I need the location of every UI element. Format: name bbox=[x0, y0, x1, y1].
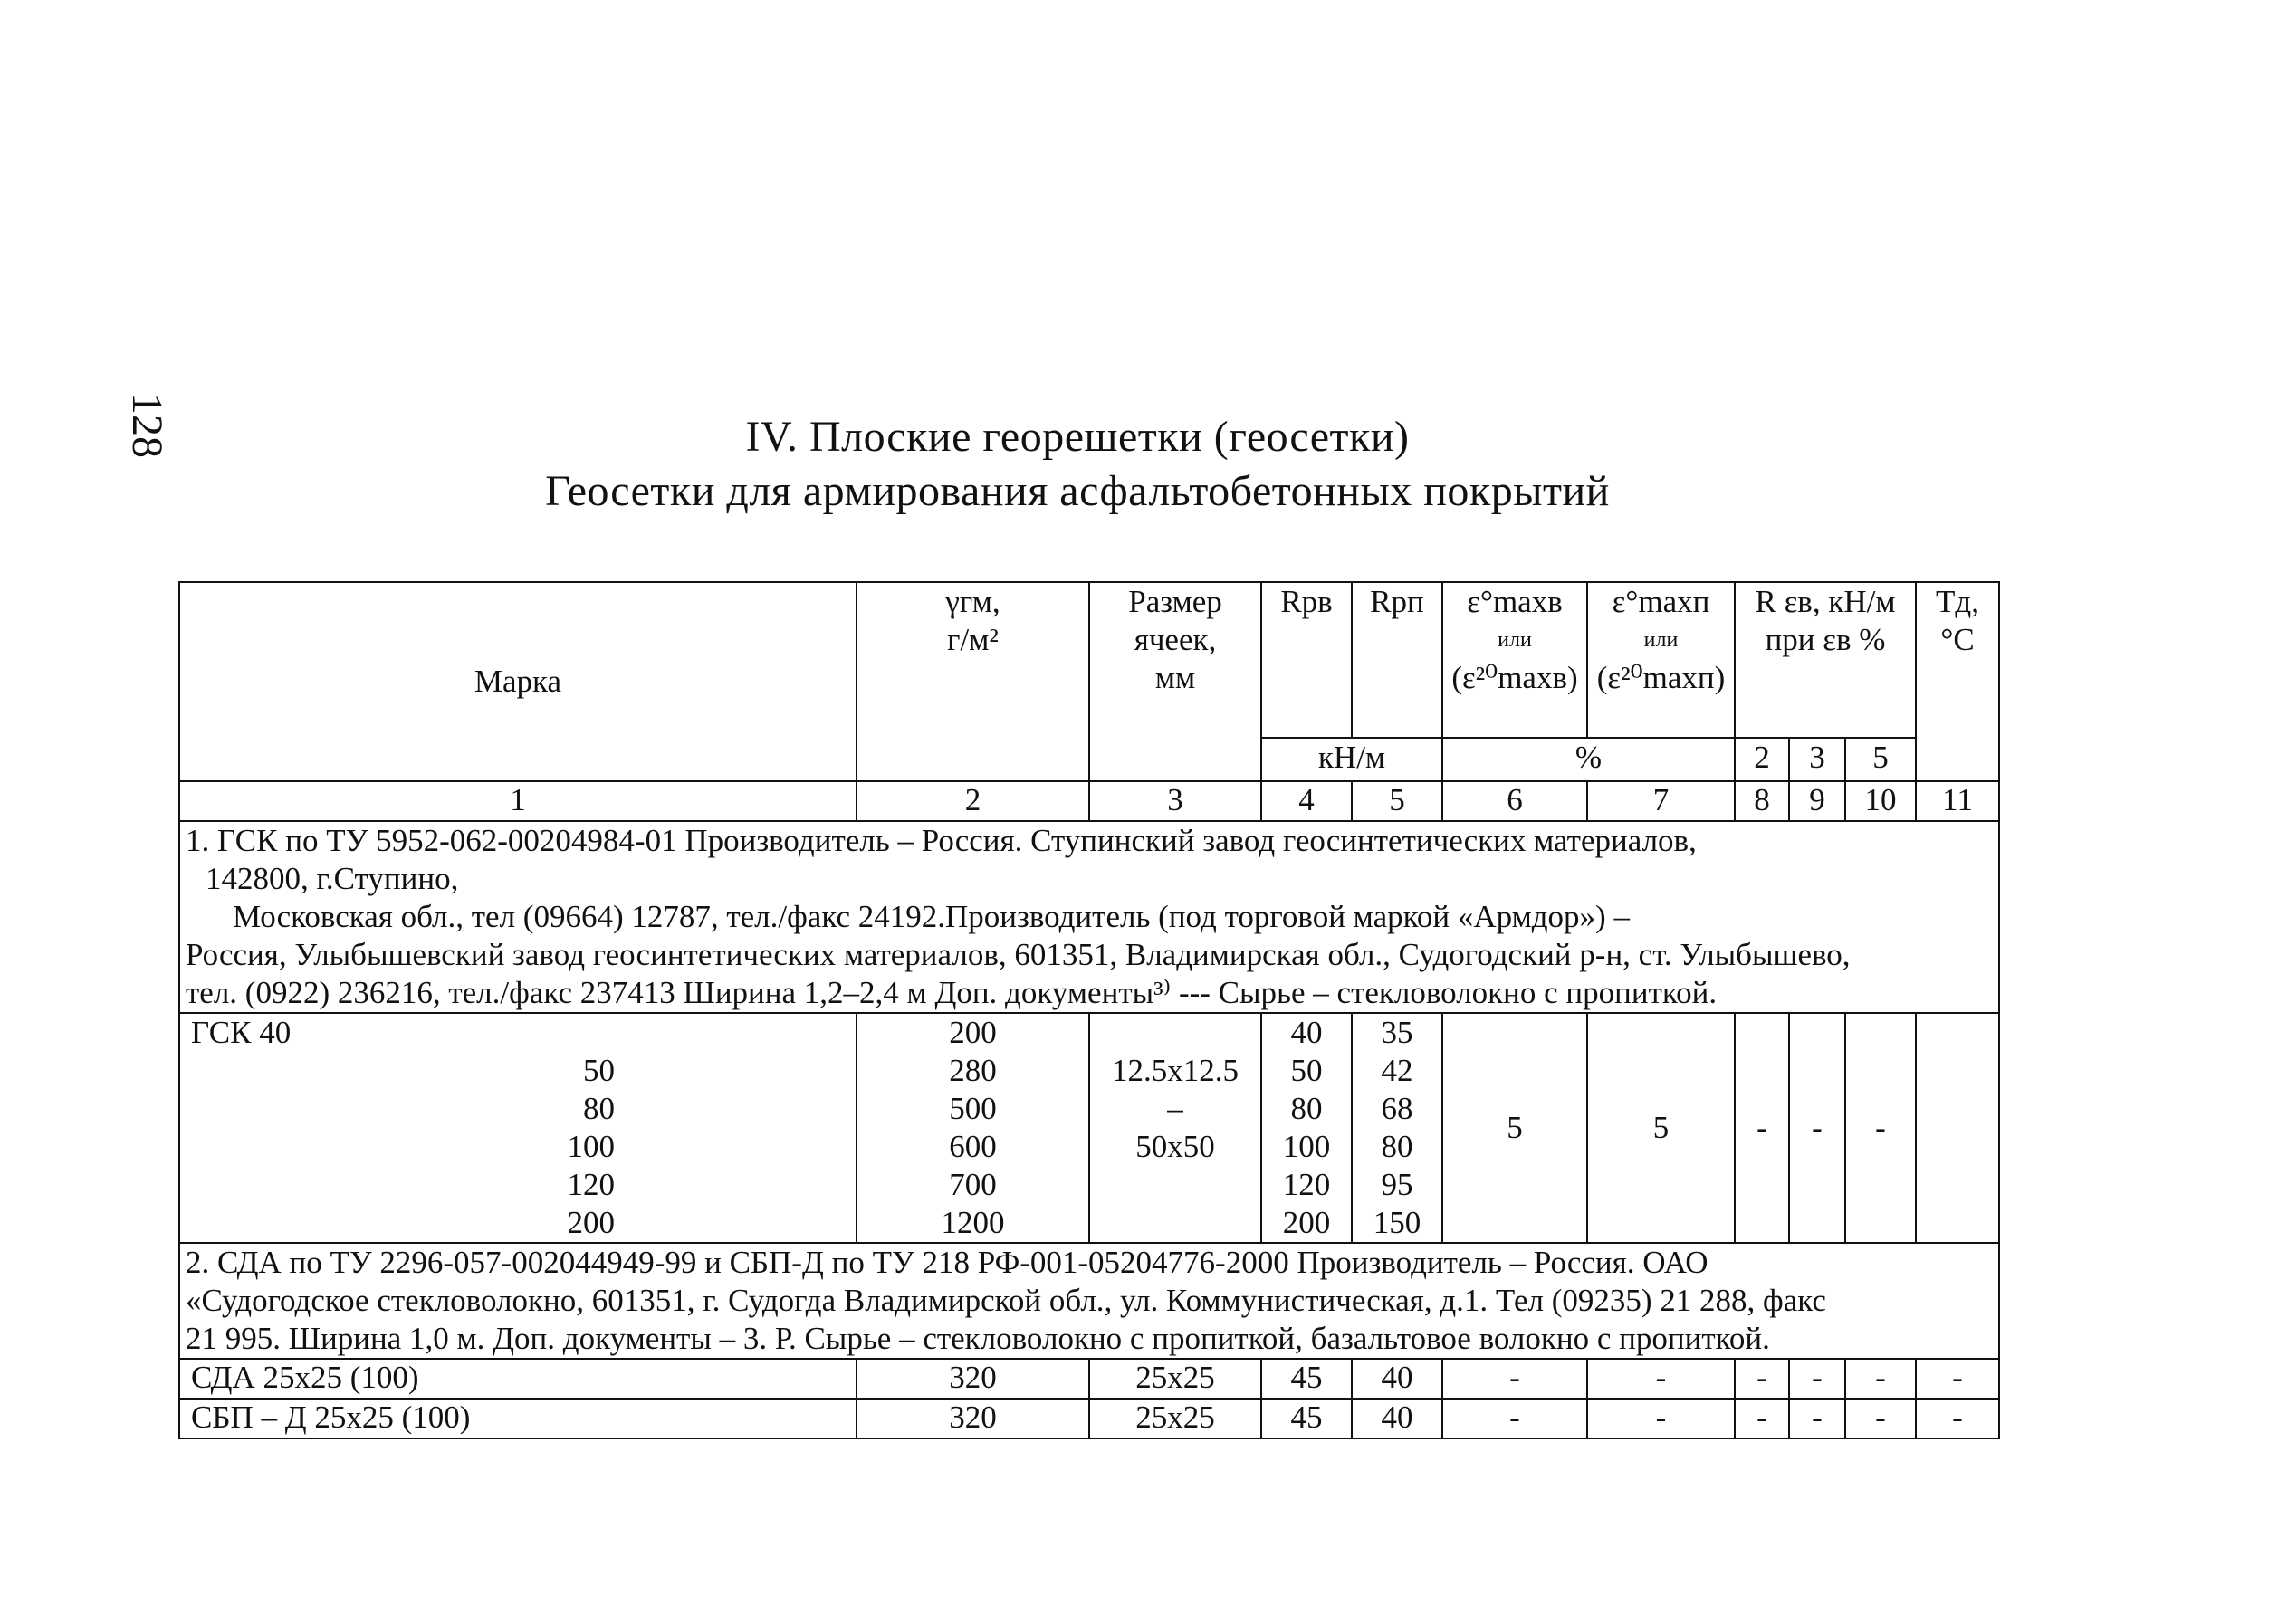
strain-long-value: - bbox=[1442, 1359, 1587, 1399]
header-density-unit: г/м² bbox=[947, 622, 999, 657]
rp-long-value: 100 bbox=[1282, 1129, 1331, 1164]
group-1-r5: - bbox=[1845, 1013, 1916, 1243]
column-number: 4 bbox=[1261, 781, 1352, 821]
td-value: - bbox=[1916, 1399, 1999, 1438]
section-1-line: Россия, Улыбышевский завод геосинтетических материалов, 601351, Владимирская обл., Судогодский р-н, ст. Улыбышево, bbox=[186, 937, 1851, 972]
strain-2: 2 bbox=[1735, 738, 1789, 781]
header-rp-trans-label: Rрп bbox=[1370, 584, 1424, 619]
rp-long-value: 120 bbox=[1282, 1167, 1331, 1202]
section-1-line: Московская обл., тел (09664) 12787, тел./факс 24192.Производитель (под торговой маркой «Армдор») – bbox=[233, 899, 1630, 934]
group-1-density bbox=[857, 1013, 1089, 1243]
rp-long-value: 45 bbox=[1261, 1359, 1352, 1399]
header-rp-long bbox=[1261, 582, 1352, 738]
header-strain-long bbox=[1442, 582, 1587, 738]
column-number: 10 bbox=[1845, 781, 1916, 821]
column-number: 6 bbox=[1442, 781, 1587, 821]
header-strain-trans-line2: или bbox=[1643, 628, 1679, 652]
cell-size-value: 12.5x12.5 bbox=[1112, 1053, 1239, 1088]
rp-long-value: 200 bbox=[1282, 1205, 1331, 1240]
strain-3: 3 bbox=[1789, 738, 1845, 781]
header-strain-long-line1: ε°maxв bbox=[1467, 584, 1563, 619]
header-rp-long-label: Rрв bbox=[1280, 584, 1333, 619]
rp-trans-value: 150 bbox=[1373, 1205, 1421, 1240]
density-value: 280 bbox=[949, 1053, 997, 1088]
rp-long-value: 50 bbox=[1290, 1053, 1323, 1088]
r5-value: - bbox=[1845, 1399, 1916, 1438]
section-1-line: 142800, г.Ступино, bbox=[206, 861, 459, 896]
section-1-row bbox=[179, 821, 1999, 1013]
header-cell-size-line3: мм bbox=[1154, 660, 1196, 695]
section-1-line: тел. (0922) 236216, тел./факс 237413 Ширина 1,2–2,4 м Доп. документы³⁾ --- Сырье – стекловолокно с пропиткой. bbox=[186, 975, 1718, 1010]
header-cell-size bbox=[1089, 582, 1261, 781]
brand-name: 80 bbox=[583, 1091, 615, 1126]
column-number: 7 bbox=[1587, 781, 1735, 821]
r2-value: - bbox=[1735, 1359, 1789, 1399]
r3-value: - bbox=[1789, 1359, 1845, 1399]
section-2-line: 21 995. Ширина 1,0 м. Доп. документы – 3. Р. Сырье – стекловолокно с пропиткой, базальтовое волокно с пропиткой. bbox=[186, 1321, 1770, 1356]
strain-long-value: - bbox=[1442, 1399, 1587, 1438]
column-number-row bbox=[179, 781, 1999, 821]
header-brand bbox=[179, 582, 857, 781]
group-1-rp-trans bbox=[1352, 1013, 1442, 1243]
strain-5: 5 bbox=[1845, 738, 1916, 781]
unit-percent: % bbox=[1442, 738, 1735, 781]
density-value: 320 bbox=[857, 1399, 1089, 1438]
r2-value: - bbox=[1735, 1399, 1789, 1438]
header-strain-trans-line1: ε°maxп bbox=[1612, 584, 1710, 619]
group-1-strain-trans: 5 bbox=[1587, 1013, 1735, 1243]
cell-size-value bbox=[1096, 1166, 1255, 1204]
section-2-line: «Судогодское стекловолокно, 601351, г. Судогда Владимирской обл., ул. Коммунистическая, д.1. Тел (09235) 21 288, факс bbox=[186, 1283, 1826, 1318]
brand-name: 120 bbox=[567, 1167, 615, 1202]
header-r-at-strain-line1: R εв, кН/м bbox=[1755, 584, 1896, 619]
rp-trans-value: 40 bbox=[1352, 1359, 1442, 1399]
r3-value: - bbox=[1789, 1399, 1845, 1438]
brand-name: ГСК 40 bbox=[191, 1015, 292, 1050]
rp-trans-value: 68 bbox=[1381, 1091, 1413, 1126]
rp-trans-value: 40 bbox=[1352, 1399, 1442, 1438]
group-2-row bbox=[179, 1399, 1999, 1438]
group-1-strain-long: 5 bbox=[1442, 1013, 1587, 1243]
header-strain-trans bbox=[1587, 582, 1735, 738]
header-density-symbol: γгм, bbox=[945, 584, 1000, 619]
table-title: Геосетки для армирования асфальтобетонных покрытий bbox=[545, 467, 1610, 515]
brand-name: 50 bbox=[583, 1053, 615, 1088]
unit-kn: кН/м bbox=[1261, 738, 1442, 781]
density-value: 700 bbox=[949, 1167, 997, 1202]
header-rp-trans bbox=[1352, 582, 1442, 738]
header-brand-label: Марка bbox=[474, 664, 562, 699]
group-1-data-row bbox=[179, 1013, 1999, 1243]
section-title: IV. Плоские георешетки (геосетки) bbox=[745, 413, 1410, 461]
column-number: 5 bbox=[1352, 781, 1442, 821]
rp-long-value: 45 bbox=[1261, 1399, 1352, 1438]
column-number: 2 bbox=[857, 781, 1089, 821]
section-1-line: 1. ГСК по ТУ 5952-062-00204984-01 Производитель – Россия. Ступинский завод геосинтетических материалов, bbox=[186, 823, 1697, 858]
header-row bbox=[179, 582, 1999, 738]
header-r-at-strain bbox=[1735, 582, 1916, 738]
column-number: 1 bbox=[179, 781, 857, 821]
column-number: 11 bbox=[1916, 781, 1999, 821]
density-value: 1200 bbox=[941, 1205, 1005, 1240]
strain-trans-value: - bbox=[1587, 1359, 1735, 1399]
section-2-line: 2. СДА по ТУ 2296-057-002044949-99 и СБП-Д по ТУ 218 РФ-001-05204776-2000 Производитель – Россия. ОАО bbox=[186, 1245, 1708, 1280]
rp-long-value: 40 bbox=[1290, 1015, 1323, 1050]
header-strain-trans-line3: (ε²⁰maxп) bbox=[1596, 660, 1726, 695]
header-strain-long-line2: или bbox=[1498, 628, 1532, 652]
group-1-brands bbox=[179, 1013, 857, 1243]
header-temperature bbox=[1916, 582, 1999, 781]
rp-trans-value: 95 bbox=[1381, 1167, 1413, 1202]
header-strain-long-line3: (ε²⁰maxв) bbox=[1451, 660, 1578, 695]
r5-value: - bbox=[1845, 1359, 1916, 1399]
group-1-rp-long bbox=[1261, 1013, 1352, 1243]
cell-size-value: 25x25 bbox=[1089, 1359, 1261, 1399]
rp-trans-value: 42 bbox=[1381, 1053, 1413, 1088]
header-r-at-strain-line2: при εв % bbox=[1765, 622, 1886, 657]
header-temperature-line2: °С bbox=[1940, 622, 1975, 657]
td-value: - bbox=[1916, 1359, 1999, 1399]
group-1-r3: - bbox=[1789, 1013, 1845, 1243]
group-2-row bbox=[179, 1359, 1999, 1399]
section-2-description bbox=[179, 1243, 1999, 1359]
column-number: 3 bbox=[1089, 781, 1261, 821]
header-cell-size-line1: Размер bbox=[1128, 584, 1222, 619]
rp-long-value: 80 bbox=[1290, 1091, 1323, 1126]
density-value: 320 bbox=[857, 1359, 1089, 1399]
group-1-td bbox=[1916, 1013, 1999, 1243]
section-1-description bbox=[179, 821, 1999, 1013]
density-value: 600 bbox=[949, 1129, 997, 1164]
column-number: 9 bbox=[1789, 781, 1845, 821]
header-cell-size-line2: ячеек, bbox=[1134, 622, 1217, 657]
header-temperature-line1: Тд, bbox=[1936, 584, 1979, 619]
brand-name: 200 bbox=[567, 1205, 615, 1240]
cell-size-value: – bbox=[1167, 1091, 1183, 1126]
cell-size-value: 50x50 bbox=[1135, 1129, 1215, 1164]
brand-name: 100 bbox=[567, 1129, 615, 1164]
group-1-cell-size bbox=[1089, 1013, 1261, 1243]
page-number: 128 bbox=[123, 393, 171, 458]
header-density bbox=[857, 582, 1089, 781]
geogrid-table bbox=[178, 581, 2000, 1439]
rp-trans-value: 35 bbox=[1381, 1015, 1413, 1050]
cell-size-value bbox=[1096, 1204, 1255, 1242]
column-number: 8 bbox=[1735, 781, 1789, 821]
group-1-r2: - bbox=[1735, 1013, 1789, 1243]
cell-size-value bbox=[1096, 1014, 1255, 1052]
brand-name: СБП – Д 25x25 (100) bbox=[179, 1399, 857, 1438]
brand-name: СДА 25x25 (100) bbox=[179, 1359, 857, 1399]
density-value: 200 bbox=[949, 1015, 997, 1050]
rp-trans-value: 80 bbox=[1381, 1129, 1413, 1164]
section-2-row bbox=[179, 1243, 1999, 1359]
cell-size-value: 25x25 bbox=[1089, 1399, 1261, 1438]
strain-trans-value: - bbox=[1587, 1399, 1735, 1438]
density-value: 500 bbox=[949, 1091, 997, 1126]
